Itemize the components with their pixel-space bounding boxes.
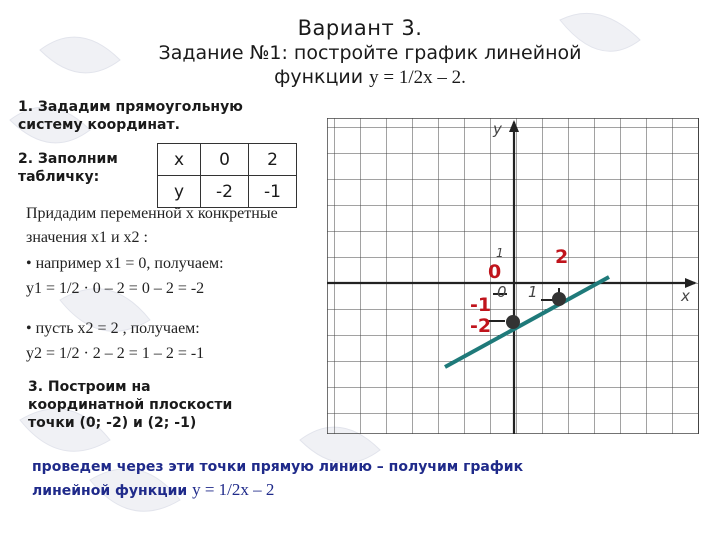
step-3-line-1: 3. Построим на bbox=[28, 379, 151, 395]
annotation-y2: -1 bbox=[470, 294, 492, 316]
unit-y-label: 1 bbox=[496, 246, 504, 260]
task-line-1: Задание №1: постройте график линейной bbox=[158, 42, 582, 64]
explanation-line-1: Придадим переменной x конкретные bbox=[26, 205, 278, 222]
task-line-2-prefix: функции bbox=[274, 66, 364, 88]
annotation-x2: 2 bbox=[555, 246, 569, 268]
explanation-line-3: • например x1 = 0, получаем: bbox=[26, 255, 224, 272]
table-row-x bbox=[158, 144, 297, 176]
x-axis-label: x bbox=[681, 287, 690, 305]
table-header-x: x bbox=[158, 144, 201, 176]
task-line-2 bbox=[110, 64, 630, 91]
values-table bbox=[157, 143, 297, 208]
unit-x-label: 1 bbox=[528, 283, 538, 301]
point-2-minus-1 bbox=[552, 292, 566, 306]
step-1-line-2: систему координат. bbox=[18, 117, 180, 133]
table-cell-y1: -2 bbox=[201, 176, 249, 208]
explanation-line-5: • пусть x2 = 2 , получаем: bbox=[26, 320, 200, 337]
explanation-line-4: y1 = 1/2 · 0 – 2 = 0 – 2 = -2 bbox=[26, 280, 205, 297]
step-1 bbox=[18, 98, 243, 134]
step-2 bbox=[18, 150, 118, 186]
origin-label: 0 bbox=[497, 283, 507, 301]
explanation-line-6: y2 = 1/2 · 2 – 2 = 1 – 2 = -1 bbox=[26, 345, 205, 362]
step-1-line-1: 1. Зададим прямоугольную bbox=[18, 99, 243, 115]
table-cell-x2: 2 bbox=[249, 144, 297, 176]
task-formula: y = 1/2x – 2. bbox=[369, 67, 466, 88]
variant-title: Вариант 3. bbox=[297, 16, 423, 40]
point-0-minus-2 bbox=[506, 315, 520, 329]
step-2-line-2: табличку: bbox=[18, 169, 100, 185]
explanation-line-2: значения x1 и x2 : bbox=[26, 229, 148, 246]
conclusion-formula: y = 1/2x – 2 bbox=[192, 480, 275, 499]
step-2-line-1: 2. Заполним bbox=[18, 151, 118, 167]
annotation-y1: -2 bbox=[470, 315, 492, 337]
conclusion-line-1: проведем через эти точки прямую линию – получим график bbox=[32, 459, 524, 475]
table-cell-y2: -1 bbox=[249, 176, 297, 208]
table-header-y: y bbox=[158, 176, 201, 208]
table-cell-x1: 0 bbox=[201, 144, 249, 176]
step-3-line-3: точки (0; -2) и (2; -1) bbox=[28, 415, 197, 431]
conclusion-line-2 bbox=[32, 480, 274, 501]
step-3-line-2: координатной плоскости bbox=[28, 397, 233, 413]
conclusion-prefix: линейной функции bbox=[32, 483, 188, 499]
step-3 bbox=[28, 378, 232, 432]
table-row-y bbox=[158, 176, 297, 208]
coordinate-plane bbox=[327, 118, 699, 434]
annotation-x1: 0 bbox=[488, 261, 502, 283]
y-axis-label: y bbox=[493, 120, 502, 138]
